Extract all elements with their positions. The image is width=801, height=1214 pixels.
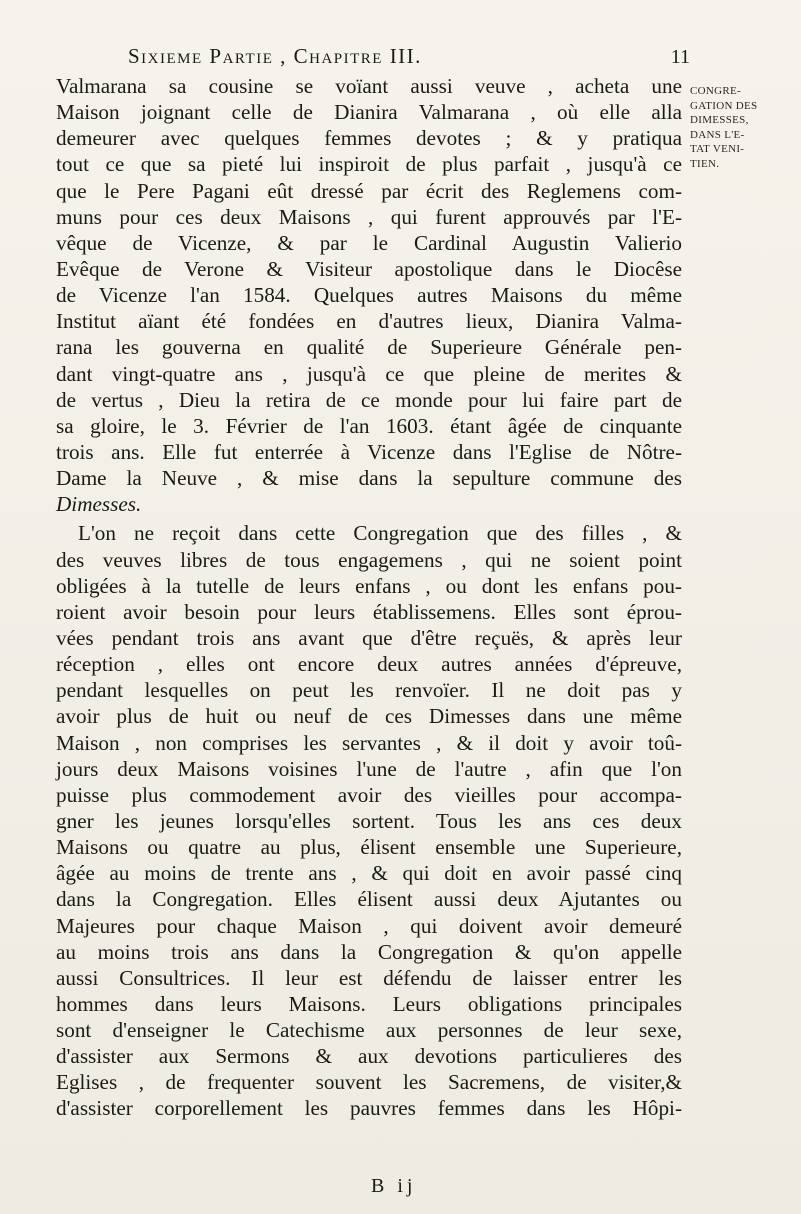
text-line: demeurer avec quelques femmes devotes ; & y pratiqua <box>56 126 682 151</box>
text-line: vées pendant trois ans avant que d'être reçuës, & après leur <box>56 625 682 650</box>
text-line: Evêque de Verone & Visiteur apostolique dans le Diocêse <box>56 256 682 281</box>
text-line: tout ce que sa pieté lui inspiroit de plus parfait , jusqu'à ce <box>56 152 682 177</box>
text-line: Dimesses. <box>56 492 142 517</box>
text-line: Eglises , de frequenter souvent les Sacremens, de visiter,& <box>56 1070 682 1095</box>
text-line: Institut aïant été fondées en d'autres lieux, Dianira Valma- <box>56 309 682 334</box>
text-line: obligées à la tutelle de leurs enfans , ou dont les enfans pou- <box>56 573 682 598</box>
margin-note-line: TAT VENI- <box>690 143 745 155</box>
text-line: de vertus , Dieu la retira de ce monde pour lui faire part de <box>56 387 682 412</box>
text-line: puisse plus commodement avoir des vieilles pour accompa- <box>56 782 682 807</box>
text-line: dant vingt-quatre ans , jusqu'à ce que pleine de merites & <box>56 361 682 386</box>
text-line: Valmarana sa cousine se voïant aussi veuve , acheta une <box>56 74 682 98</box>
text-line: que le Pere Pagani eût dressé par écrit des Reglemens com- <box>56 178 682 203</box>
text-line: vêque de Vicenze, & par le Cardinal Augustin Valierio <box>56 230 682 255</box>
text-line: hommes dans leurs Maisons. Leurs obligations principales <box>56 991 682 1016</box>
text-line: dans la Congregation. Elles élisent aussi deux Ajutantes ou <box>56 887 682 912</box>
text-line: au moins trois ans dans la Congregation & qu'on appelle <box>56 939 682 964</box>
body-text <box>56 73 682 1122</box>
text-line: aussi Consultrices. Il leur est défendu de laisser entrer les <box>56 965 682 990</box>
text-line: Maison joignant celle de Dianira Valmarana , où elle alla <box>56 100 682 125</box>
running-title: Sixieme Partie , Chapitre III. <box>128 44 422 68</box>
text-line: Majeures pour chaque Maison , qui doivent avoir demeuré <box>56 913 682 938</box>
signature-mark: B ij <box>371 1175 417 1197</box>
text-line: avoir plus de huit ou neuf de ces Dimesses dans une même <box>56 704 682 729</box>
text-line: réception , elles ont encore deux autres années d'épreuve, <box>56 652 682 677</box>
text-line: Maison , non comprises les servantes , & il doit y avoir toû- <box>56 730 682 755</box>
paragraph-2 <box>56 520 682 1121</box>
text-line: d'assister aux Sermons & aux devotions particulieres des <box>56 1044 682 1069</box>
margin-note-line: GATION DES <box>690 99 758 112</box>
text-line: pendant lesquelles on peut les renvoïer. Il ne doit pas y <box>56 678 682 703</box>
text-line: jours deux Maisons voisines l'une de l'autre , afin que l'on <box>56 756 682 781</box>
text-line: roient avoir besoin pour leurs établissemens. Elles sont éprou- <box>56 599 682 624</box>
text-line: Dame la Neuve , & mise dans la sepulture commune des <box>56 466 682 491</box>
text-line: d'assister corporellement les pauvres femmes dans les Hôpi- <box>56 1096 682 1121</box>
margin-note-line: DIMESSES, <box>690 114 749 126</box>
page-header <box>68 44 688 69</box>
margin-note-line: CONGRE- <box>690 85 741 97</box>
text-line: des veuves libres de tous engagemens , qui ne soient point <box>56 547 682 572</box>
text-line: âgée au moins de trente ans , & qui doit en avoir passé cinq <box>56 861 682 886</box>
text-line: L'on ne reçoit dans cette Congregation que des filles , & <box>78 521 682 546</box>
text-line: sa gloire, le 3. Février de l'an 1603. étant âgée de cinquante <box>56 413 682 438</box>
text-line: de Vicenze l'an 1584. Quelques autres Maisons du même <box>56 283 682 308</box>
margin-note-line: TIEN. <box>690 157 720 170</box>
text-line: sont d'enseigner le Catechisme aux personnes de leur sexe, <box>56 1018 682 1043</box>
text-line: muns pour ces deux Maisons , qui furent approuvés par l'E- <box>56 204 682 229</box>
text-line: rana les gouverna en qualité de Superieure Générale pen- <box>56 335 682 360</box>
page-number: 11 <box>670 46 690 68</box>
margin-note-line: DANS L'E- <box>690 128 745 141</box>
paragraph-1 <box>56 73 682 517</box>
margin-note <box>690 84 800 171</box>
text-line: gner les jeunes lorsqu'elles sortent. Tous les ans ces deux <box>56 808 682 833</box>
text-line: Maisons ou quatre au plus, élisent ensemble une Superieure, <box>56 835 682 860</box>
text-line: trois ans. Elle fut enterrée à Vicenze dans l'Eglise de Nôtre- <box>56 439 682 464</box>
